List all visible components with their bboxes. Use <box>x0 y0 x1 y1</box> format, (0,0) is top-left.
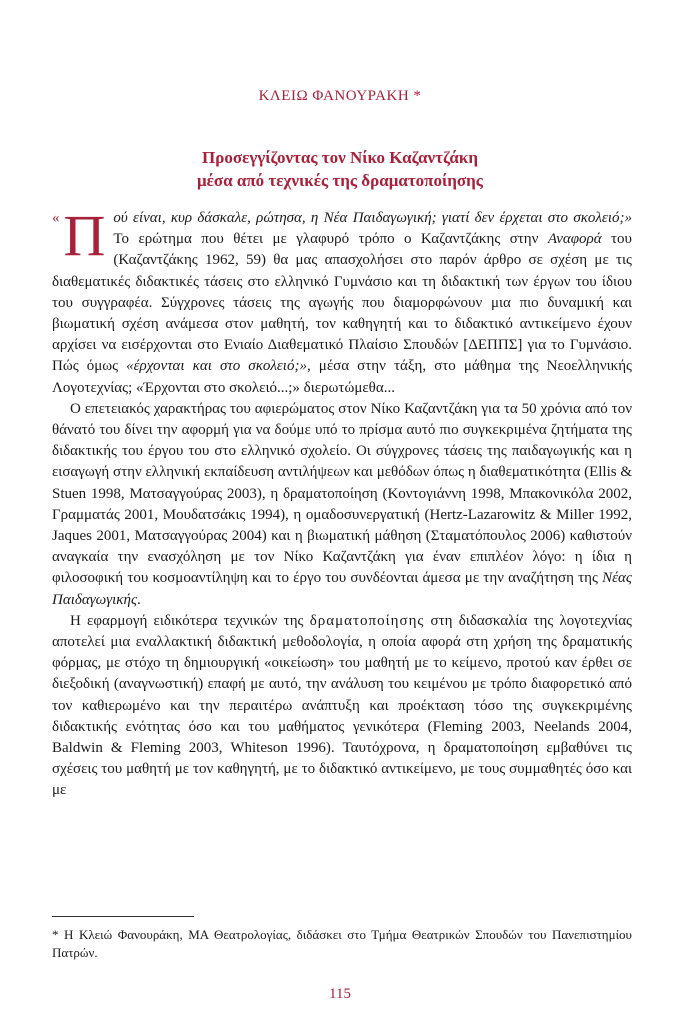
paragraph-1 <box>52 203 632 399</box>
paragraph-1-text-a: Το ερώτημα που θέτει με γλαφυρό τρόπο ο Καζαντζάκης στην <box>113 231 548 248</box>
drop-cap: Π <box>63 203 106 268</box>
paragraph-2 <box>52 399 632 611</box>
spaced-term-dramatization: δραματοποίησης <box>309 612 425 629</box>
paragraph-2-text-a: Ο επετειακός χαρακτήρας του αφιερώματος στον Νίκο Καζαντζάκη για τα 50 χρόνια από τον θάνατό του δίνει την αφορμή για να δούμε υπό το πρίσμα αυτό πιο συγκεκριμένα ζητήματα της διδακτικής του έργου του στο ελληνικό σχολείο. Οι σύγχρονες τάσεις της παιδαγωγικής και η εισαγωγή στην ελληνική εκπαίδευση αντιλήψεων και μεθόδων όπως η διαθεματικότητα (Ellis & Stuen 1998, Ματσαγγούρας 2003), η δραματοποίηση (Κοντογιάννη 1998, Μπακονικόλα 2002, Γραμματάς 2001, Μουδατσάκις 1994), η ομαδοσυνεργατική (Hertz-Lazarowitz & Miller 1992, Jaques 2001, Ματσαγγούρας 2004) και η βιωματική μάθηση (Σταματόπουλος 2006) καθιστούν αναγκαία την ενασχόληση με τον Νίκο Καζαντζάκη για έναν επιπλέον λόγο: η ίδια η φιλοσοφική του κοσμοαντίληψη και το έργο του συνδέονται άμεσα με την αναζήτηση της <box>52 400 632 587</box>
paragraph-3 <box>52 611 632 802</box>
opening-quote-mark: « <box>52 210 60 226</box>
opening-quote-italic: ού είναι, κυρ δάσκαλε, ρώτησα, η Νέα Παιδαγωγική; γιατί δεν έρχεται στο σκολειό;» <box>113 210 632 226</box>
paragraph-1-text-b: του (Καζαντζάκης 1962, 59) θα μας απασχολήσει στο παρόν άρθρο σε σχέση με τις διαθεματικές διδακτικές τάσεις στο ελληνικό Γυμνάσιο και τη διδακτική των έργων του ίδιου του συγγραφέα. Σύγχρονες τάσεις της αγωγής που διαμορφώνουν μια πιο δυναμική και βιωματική σχέση ανάμεσα στον μαθητή, τον καθηγητή και το διδακτικό αντικείμενο έχουν αρχίσει να εισέρχονται στο Ενιαίο Διαθεματικό Πλαίσιο Σπουδών [ΔΕΠΠΣ] για το Γυμνάσιο. Πώς όμως <box>52 231 632 375</box>
paragraph-1-text-c: , μέσα στην τάξη, στο μάθημα της Νεοελληνικής Λογοτεχνίας; «Έρχονται στο σκολειό...;» διερωτώμεθα... <box>52 358 632 396</box>
article-title-line-1: Προσεγγίζοντας τον Νίκο Καζαντζάκη <box>202 148 478 167</box>
paragraph-2-text-b: . <box>137 591 141 608</box>
article-title-line-2: μέσα από τεχνικές της δραματοποίησης <box>197 171 483 190</box>
footnote-divider <box>52 916 194 917</box>
article-title <box>0 146 680 192</box>
author-name: ΚΛΕΙΩ ΦΑΝΟΥΡΑΚΗ * <box>258 88 422 104</box>
nea-paidagogiki-italic: Νέας Παιδαγωγικής <box>52 570 632 608</box>
paragraph-3-text-b: στη διδασκαλία της λογοτεχνίας αποτελεί μια εναλλακτική διδακτική μεθοδολογία, η οποία αφορά στη χρήση της δραματικής φόρμας, με στόχο τη δημιουργική «οικείωση» του μαθητή με το κείμενο, προτού καν έρθει σε διεξοδική (αναγνωστική) επαφή με αυτό, την ανάλυση του κειμένου με τρόπο διαφορετικό από τον καθιερωμένο και την περαιτέρω ανάπτυξη και προέκταση τόσο της συγκεκριμένης διδακτικής ενότητας όσο και του μαθήματος γενικότερα (Fleming 2003, Neelands 2004, Baldwin & Fleming 2003, Whiteson 1996). Ταυτόχρονα, η δραματοποίηση εμβαθύνει τις σχέσεις του μαθητή με τον καθηγητή, με το διδακτικό αντικείμενο, με τους συμμαθητές όσο και με <box>52 612 632 799</box>
paragraph-3-text-a: Η εφαρμογή ειδικότερα τεχνικών της <box>70 612 310 629</box>
page-number: 115 <box>329 986 351 1002</box>
article-body <box>52 203 632 802</box>
quote-italic-2: «έρχονται και στο σκολειό;» <box>126 358 307 375</box>
footnote: * Η Κλειώ Φανουράκη, ΜΑ Θεατρολογίας, διδάσκει στο Τμήμα Θεατρικών Σπουδών του Πανεπιστημίου Πατρών. <box>52 927 632 960</box>
book-title-anafora: Αναφορά <box>547 231 602 248</box>
